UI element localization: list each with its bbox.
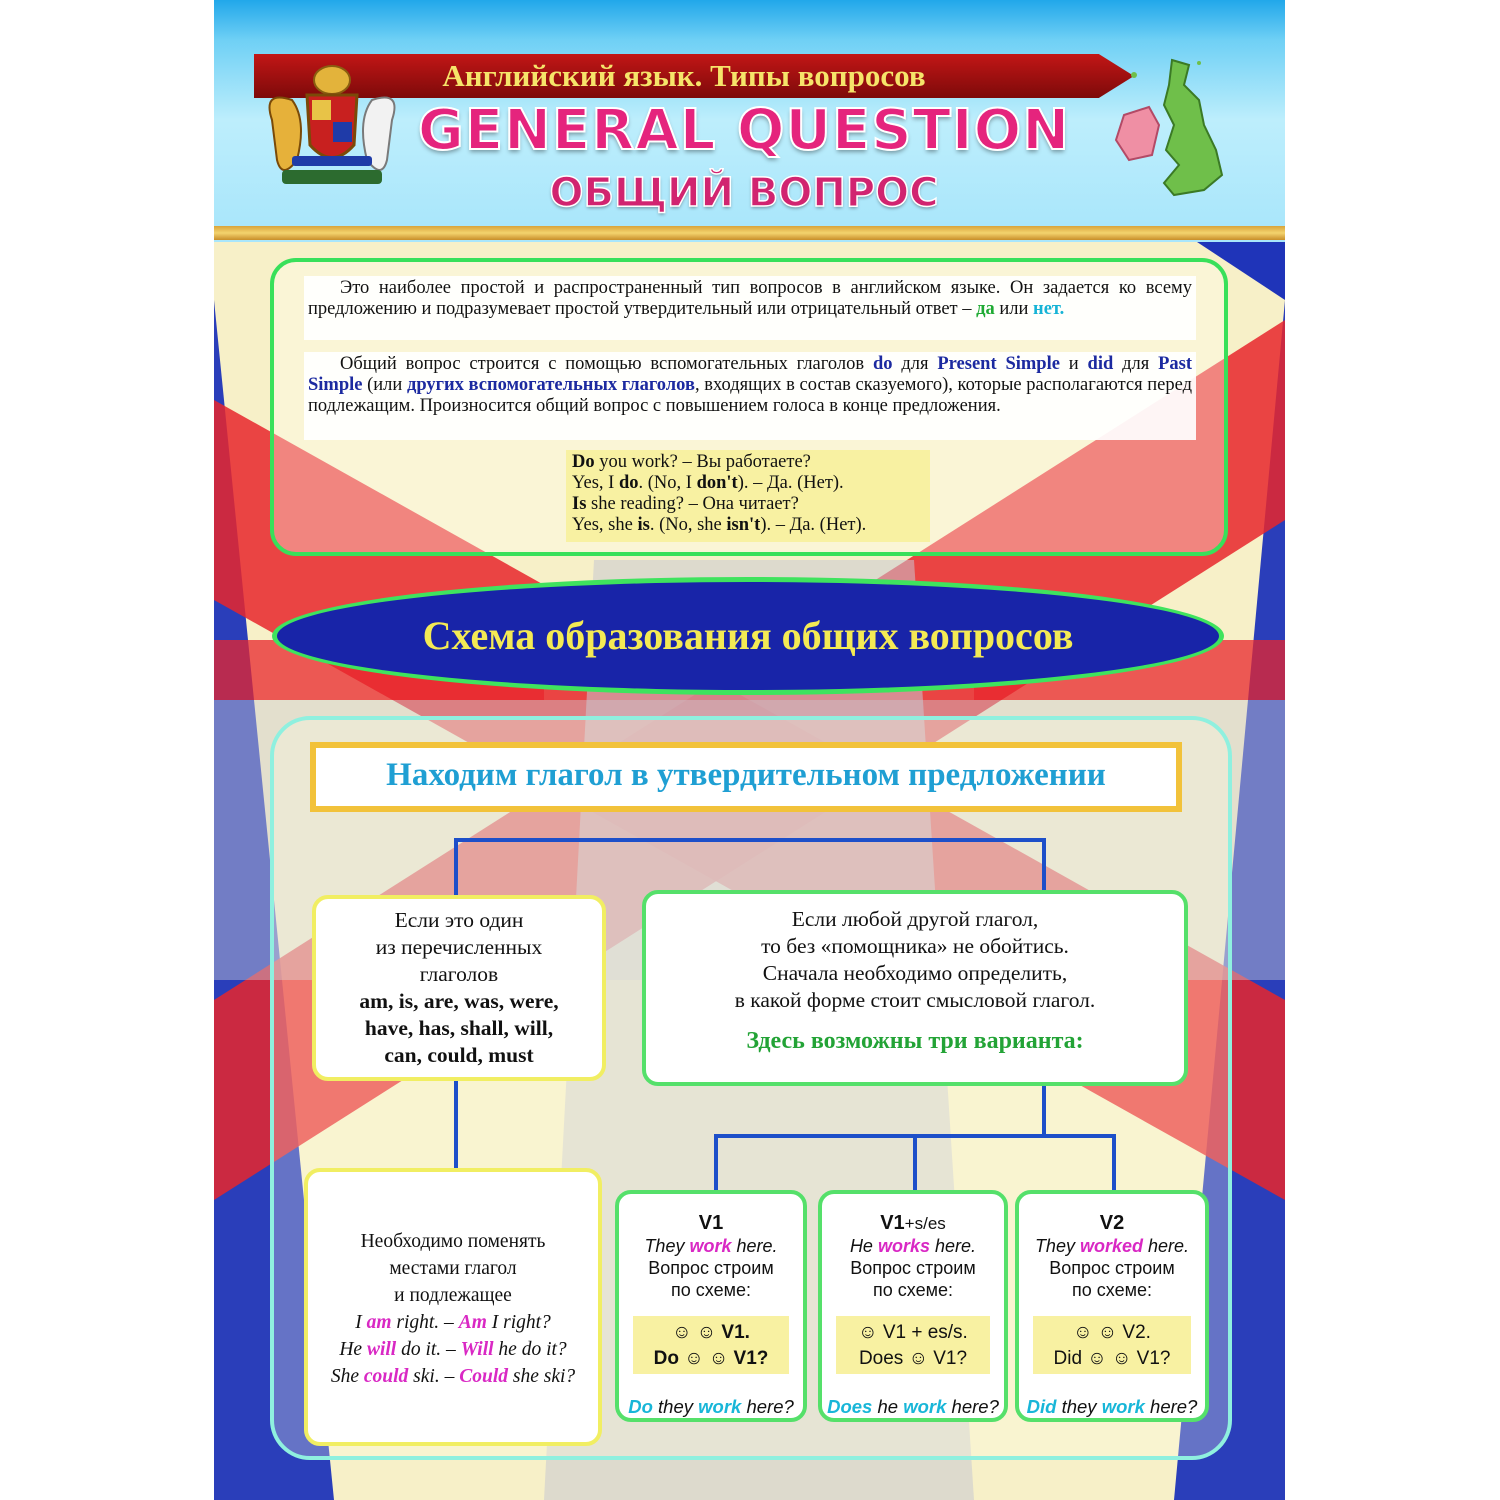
text: she ski? [512, 1366, 576, 1387]
connector-line [913, 1134, 917, 1192]
connector-line [714, 1134, 718, 1192]
variant-formula [1033, 1316, 1191, 1374]
formula-line: ☺ V1 + es/s. [858, 1322, 968, 1343]
intro-paragraph-2 [304, 352, 1196, 440]
variant-v1-box [615, 1190, 807, 1422]
no-word: нет [1033, 299, 1060, 319]
text: here? [746, 1396, 794, 1417]
text: Это наиболее простой и распространенный тип вопросов в английском языке. Он задается ко всему предложению и подразумевает простой утвердительный или отрицательный ответ – [308, 278, 1192, 319]
aux: Do [572, 452, 595, 472]
poster [214, 0, 1285, 1500]
text: Yes, I [572, 473, 615, 493]
text: I [355, 1312, 362, 1333]
verb: will [366, 1339, 397, 1360]
examples-box [566, 450, 930, 542]
aux: Does [827, 1396, 873, 1417]
text: местами глагол [389, 1258, 517, 1279]
text: V1 [880, 1212, 905, 1234]
example-line [572, 515, 924, 536]
text: +s/es [904, 1214, 946, 1233]
formula-line: Does ☺ V1? [858, 1348, 968, 1369]
page-subtitle: ОБЩИЙ ВОПРОС [549, 170, 939, 216]
verb: Am [458, 1312, 487, 1333]
text: here. [736, 1236, 778, 1256]
ribbon-title: Английский язык. Типы вопросов [442, 58, 926, 93]
aux: Is [572, 494, 587, 514]
variant-heading [822, 1212, 1004, 1235]
text: . [1059, 299, 1065, 319]
text: V1 [698, 1212, 724, 1234]
text: He [339, 1339, 363, 1360]
connector-line [1042, 838, 1046, 892]
three-variants-label: Здесь возможны три варианта: [746, 1028, 1084, 1054]
example-line [572, 452, 924, 473]
text: ). – Да. (Нет). [737, 473, 844, 493]
aux: isn't [726, 515, 761, 535]
coat-of-arms-icon [252, 60, 412, 200]
header-divider [214, 226, 1285, 240]
variant-question [822, 1396, 1004, 1418]
aux: is [637, 515, 650, 535]
aux: Do [628, 1396, 653, 1417]
verb: Could [459, 1366, 508, 1387]
variant-sentence [822, 1235, 1004, 1257]
text: they [1061, 1396, 1097, 1417]
text: и подлежащее [394, 1285, 512, 1306]
connector-line [454, 1080, 458, 1170]
variant-v1-s-es-box [818, 1190, 1008, 1422]
verb: works [877, 1236, 930, 1256]
text: по схеме: [873, 1280, 953, 1300]
example-line [572, 494, 924, 515]
variant-question [619, 1396, 803, 1418]
verb-list: can, could, must [384, 1043, 534, 1067]
text: или [999, 299, 1029, 319]
text: для [901, 354, 929, 374]
text: right. – [396, 1312, 454, 1333]
connector-line [1042, 1086, 1046, 1136]
variant-sentence [619, 1235, 803, 1257]
verb: work [689, 1236, 732, 1256]
modal-verbs-box [312, 895, 606, 1081]
verb: could [363, 1366, 409, 1387]
text: для [1122, 354, 1150, 374]
page-title: GENERAL QUESTION [417, 98, 1071, 163]
variant-formula [633, 1316, 789, 1374]
text: V2 [1099, 1212, 1125, 1234]
scheme-title: Схема образования общих вопросов [422, 613, 1074, 658]
connector-line [454, 838, 458, 896]
verb: work [903, 1396, 947, 1417]
text: Yes, she [572, 515, 633, 535]
variant-heading [619, 1212, 803, 1235]
text: Если любой другой глагол, [791, 907, 1039, 931]
text: в какой форме стоит смысловой глагол. [734, 988, 1096, 1012]
verb: worked [1079, 1236, 1144, 1256]
verb: Will [460, 1339, 494, 1360]
text: по схеме: [671, 1280, 751, 1300]
swap-example [308, 1336, 598, 1363]
connector-line [454, 838, 1044, 842]
text: here? [1150, 1396, 1198, 1417]
text: ). – Да. (Нет). [760, 515, 867, 535]
text: Вопрос строим [648, 1258, 774, 1278]
formula-line: ☺ ☺ V1. [672, 1322, 750, 1343]
text: do it. – [401, 1339, 456, 1360]
aux: Did [1026, 1396, 1057, 1417]
text: here. [935, 1236, 977, 1256]
verb-list: have, has, shall, will, [364, 1016, 554, 1040]
variant-sentence [1019, 1235, 1205, 1257]
text: . (No, I [638, 473, 692, 493]
british-isles-map-icon [1104, 55, 1234, 205]
text: ski. – [413, 1366, 455, 1387]
verb: work [1101, 1396, 1145, 1417]
aux: don't [696, 473, 738, 493]
other-aux-verbs: других вспомогательных глаголов [406, 375, 695, 395]
tense-present-simple: Present Simple [937, 354, 1060, 374]
text: и [1068, 354, 1079, 374]
text: глаголов [419, 962, 499, 986]
swap-example [308, 1309, 598, 1336]
text: Вопрос строим [1049, 1258, 1175, 1278]
aux-do: do [872, 354, 893, 374]
text: . (No, she [649, 515, 722, 535]
verb: work [698, 1396, 742, 1417]
text: (или [367, 375, 403, 395]
text: She [330, 1366, 359, 1387]
text: she reading? – Она читает? [591, 494, 799, 514]
find-verb-heading: Находим глагол в утвердительном предложении [386, 757, 1106, 793]
text: he [877, 1396, 899, 1417]
text: you work? – Вы работаете? [599, 452, 811, 472]
text: They [644, 1236, 685, 1256]
verb-list: am, is, are, was, were, [359, 989, 559, 1013]
swap-box [304, 1168, 602, 1446]
swap-example [308, 1363, 598, 1390]
formula-line: ☺ ☺ V2. [1073, 1322, 1151, 1343]
intro-paragraph-1 [304, 276, 1196, 340]
text: he do it? [498, 1339, 567, 1360]
text: He [849, 1236, 873, 1256]
text: Если это один [394, 908, 524, 932]
text: here. [1148, 1236, 1190, 1256]
text: , входящих в состав сказуемого), которые располагаются перед подлежащим. Произносится общий вопрос с повышением голоса в конце предложения. [308, 375, 1193, 416]
connector-line [1112, 1134, 1116, 1192]
variant-formula [836, 1316, 990, 1374]
text: по схеме: [1072, 1280, 1152, 1300]
text: Общий вопрос строится с помощью вспомогательных глаголов [340, 354, 865, 374]
tense-past-simple: Past Simple [308, 354, 1193, 395]
text: то без «помощника» не обойтись. [761, 934, 1069, 958]
text: they [658, 1396, 693, 1417]
aux-did: did [1087, 354, 1114, 374]
text: They [1034, 1236, 1075, 1256]
text: Вопрос строим [850, 1258, 976, 1278]
text: here? [951, 1396, 999, 1417]
text: I right? [491, 1312, 551, 1333]
text: Сначала необходимо определить, [762, 961, 1068, 985]
variant-question [1019, 1396, 1205, 1418]
formula-line: Did ☺ ☺ V1? [1053, 1348, 1171, 1369]
text: из перечисленных [375, 935, 543, 959]
variant-v2-box [1015, 1190, 1209, 1422]
example-line [572, 473, 924, 494]
other-verb-box [642, 890, 1188, 1086]
variant-heading [1019, 1212, 1205, 1235]
verb: am [366, 1312, 392, 1333]
yes-word: да [976, 299, 995, 319]
text: Необходимо поменять [360, 1231, 546, 1252]
formula-line: Do ☺ ☺ V1? [653, 1348, 769, 1369]
aux: do [618, 473, 639, 493]
